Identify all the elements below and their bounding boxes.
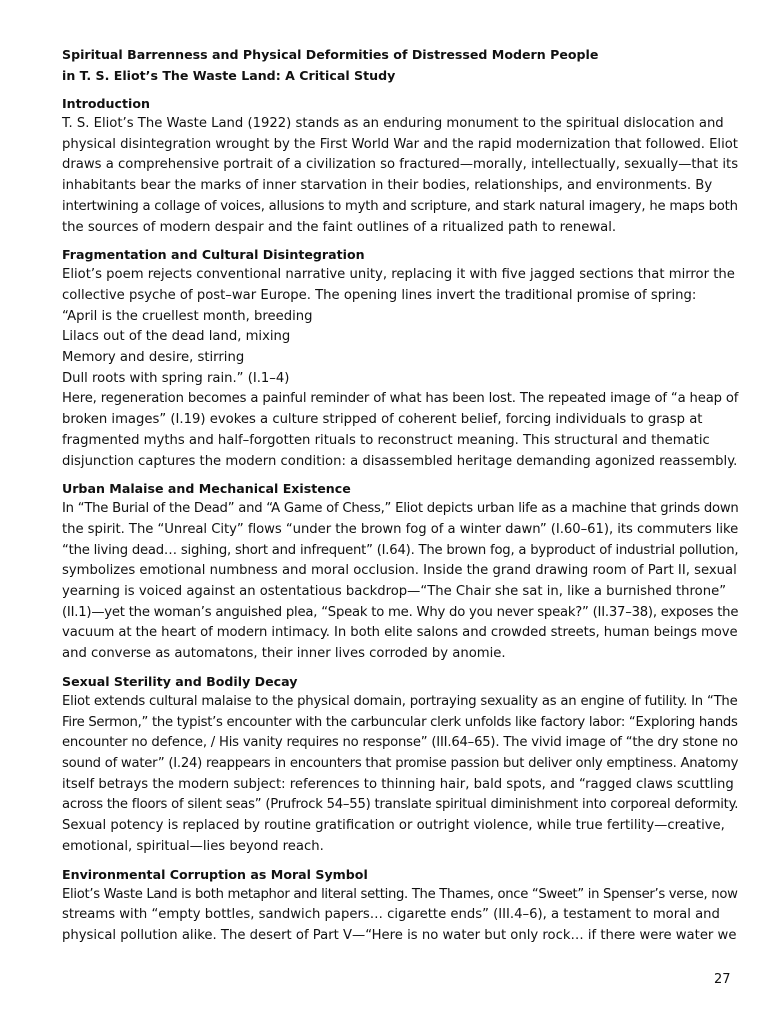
body-line: Here, regeneration becomes a painful reminder of what has been lost. The repeated image of “a heap of	[62, 391, 739, 407]
body-line: sound of water” (I.24) reappears in encounters that promise passion but deliver only emptiness. Anatomy	[62, 755, 739, 771]
body-line: draws a comprehensive portrait of a civilization so fractured—morally, intellectually, sexually—that its	[62, 157, 739, 173]
section-introduction	[62, 93, 738, 238]
body-line: collective psyche of post–war Europe. The opening lines invert the traditional promise of spring:	[62, 287, 697, 303]
body-line: Eliot’s poem rejects conventional narrative unity, replacing it with five jagged sections that mirror the	[62, 267, 735, 283]
section-sexual-sterility	[62, 671, 738, 858]
body-line: physical pollution alike. The desert of Part V—“Here is no water but only rock… if there were water we	[62, 927, 737, 943]
section-heading: Sexual Sterility and Bodily Decay	[62, 673, 298, 689]
body-line: streams with “empty bottles, sandwich papers… cigarette ends” (III.4–6), a testament to moral and	[62, 907, 720, 923]
body-line: across the floors of silent seas” (Prufrock 54–55) translate spiritual diminishment into corporeal deformity.	[62, 797, 739, 813]
section-heading: Fragmentation and Cultural Disintegration	[62, 247, 365, 263]
body-line: “the living dead… sighing, short and infrequent” (I.64). The brown fog, a byproduct of industrial pollution,	[62, 542, 739, 558]
body-line: the sources of modern despair and the faint outlines of a ritualized path to renewal.	[62, 219, 617, 235]
body-line: intertwining a collage of voices, allusions to myth and scripture, and stark natural imagery, he maps both	[62, 198, 738, 214]
body-line: Fire Sermon,” the typist’s encounter with the carbuncular clerk unfolds like factory labor: “Exploring hands	[62, 714, 738, 730]
body-line: physical disintegration wrought by the First World War and the rapid modernization that followed. Eliot	[62, 136, 738, 152]
title-line: in T. S. Eliot’s The Waste Land: A Critical Study	[62, 68, 396, 83]
body-line: fragmented myths and half–forgotten rituals to reconstruct meaning. This structural and thematic	[62, 432, 710, 448]
document-title	[62, 44, 738, 86]
body-line: In “The Burial of the Dead” and “A Game of Chess,” Eliot depicts urban life as a machine that grinds down	[62, 501, 739, 517]
page-number: 27	[714, 972, 731, 987]
body-line: encounter no defence, / His vanity requires no response” (III.64–65). The vivid image of “the dry stone no	[62, 735, 738, 751]
body-line: Sexual potency is replaced by routine gratification or outright violence, while true fertility—creative,	[62, 818, 725, 834]
section-heading: Environmental Corruption as Moral Symbol	[62, 866, 368, 882]
body-line: disjunction captures the modern condition: a disassembled heritage demanding agonized reassembly.	[62, 453, 738, 469]
document-page	[62, 44, 738, 953]
section-heading: Introduction	[62, 96, 150, 111]
section-urban-malaise	[62, 478, 738, 665]
body-line: the spirit. The “Unreal City” flows “under the brown fog of a winter dawn” (I.60–61), its commuters like	[62, 521, 739, 537]
body-line: inhabitants bear the marks of inner starvation in their bodies, relationships, and environments. By	[62, 178, 713, 194]
body-line: Eliot extends cultural malaise to the physical domain, portraying sexuality as an engine of futility. In “The	[62, 693, 738, 709]
body-line: yearning is voiced against an ostentatious backdrop—“The Chair she sat in, like a burnished throne”	[62, 584, 727, 600]
section-fragmentation	[62, 244, 738, 472]
body-line: symbolizes emotional numbness and moral occlusion. Inside the grand drawing room of Part II, sexual	[62, 563, 737, 579]
body-line: (II.1)—yet the woman’s anguished plea, “Speak to me. Why do you never speak?” (II.37–38), exposes the	[62, 604, 739, 620]
body-line: and converse as automatons, their inner lives corroded by anomie.	[62, 646, 506, 662]
quote-line: Lilacs out of the dead land, mixing	[62, 329, 291, 345]
quote-line: “April is the cruellest month, breeding	[62, 308, 313, 324]
quote-line: Dull roots with spring rain.” (I.1–4)	[62, 370, 290, 386]
body-line: itself betrays the modern subject: references to thinning hair, bald spots, and “ragged claws scuttling	[62, 776, 734, 792]
quote-line: Memory and desire, stirring	[62, 350, 245, 366]
body-line: broken images” (I.19) evokes a culture stripped of coherent belief, forcing individuals to grasp at	[62, 412, 703, 428]
body-line: Eliot’s Waste Land is both metaphor and literal setting. The Thames, once “Sweet” in Spenser’s verse, now	[62, 886, 738, 902]
body-line: emotional, spiritual—lies beyond reach.	[62, 838, 324, 854]
body-line: T. S. Eliot’s The Waste Land (1922) stands as an enduring monument to the spiritual dislocation and	[62, 116, 724, 131]
section-heading: Urban Malaise and Mechanical Existence	[62, 481, 351, 497]
section-environmental-corruption	[62, 864, 738, 947]
body-line: vacuum at the heart of modern intimacy. In both elite salons and crowded streets, human beings move	[62, 625, 738, 641]
title-line: Spiritual Barrenness and Physical Deformities of Distressed Modern People	[62, 47, 599, 62]
